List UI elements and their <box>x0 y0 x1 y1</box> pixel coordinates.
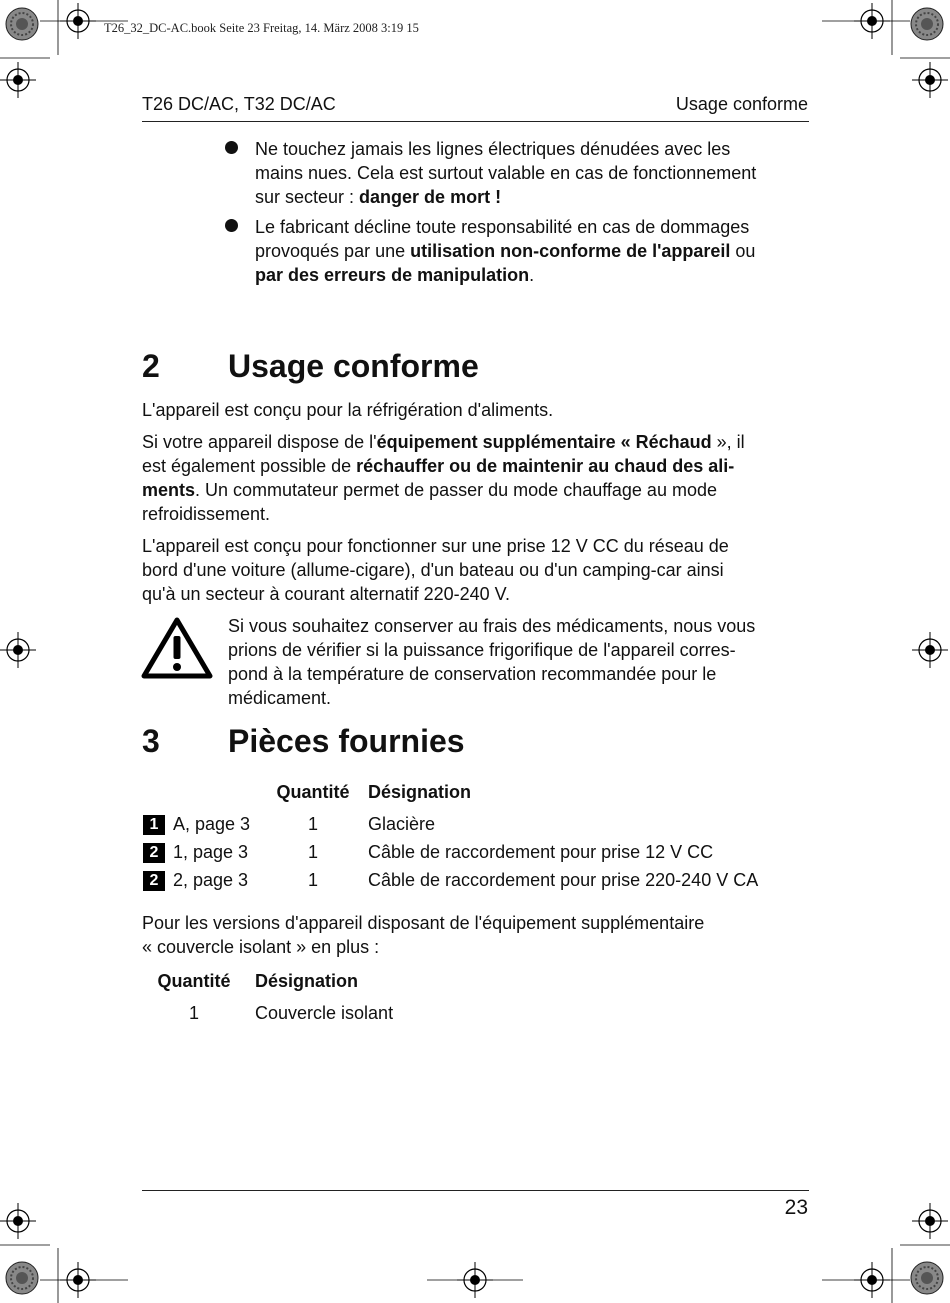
text: mains nues. Cela est surtout valable en cas de fonctionnement <box>255 163 757 183</box>
text: . <box>529 265 535 285</box>
text-line: médicament. <box>228 688 332 708</box>
color-target-icon <box>911 8 943 40</box>
figure-ref: A, page 3 <box>173 814 251 834</box>
header-rule <box>142 121 809 122</box>
text-line: Pour les versions d'appareil disposant de l'équipement supplémentaire <box>142 913 705 933</box>
section-number: 2 <box>142 348 160 384</box>
quantity-cell: 1 <box>307 870 318 890</box>
page-number: 23 <box>784 1196 808 1219</box>
registration-mark-icon <box>912 62 948 98</box>
text: », il <box>711 432 745 452</box>
text-line <box>255 215 811 239</box>
quantity-cell: 1 <box>307 814 318 834</box>
text-line: prions de vérifier si la puissance frigorifique de l'appareil corres- <box>228 640 736 660</box>
footer-rule <box>142 1190 809 1191</box>
designation-cell: Glacière <box>368 814 436 834</box>
quantity-cell: 1 <box>188 1003 199 1023</box>
paragraph <box>142 911 810 959</box>
registration-mark-icon <box>0 62 36 98</box>
bold-text: danger de mort ! <box>359 187 502 207</box>
text-line <box>142 430 810 454</box>
figure-ref-badge: 2 <box>143 871 165 891</box>
text-line: « couvercle isolant » en plus : <box>142 937 380 957</box>
section-title: Pièces fournies <box>228 723 465 759</box>
column-header-designation: Désignation <box>255 971 359 991</box>
color-target-icon <box>6 1262 38 1294</box>
print-info-line: T26_32_DC-AC.book Seite 23 Freitag, 14. März 2008 3:19 15 <box>104 21 419 35</box>
text: . Un commutateur permet de passer du mode chauffage au mode <box>195 480 717 500</box>
text: Si votre appareil dispose de l' <box>142 432 377 452</box>
designation-cell: Couvercle isolant <box>255 1003 394 1023</box>
bold-text: par des erreurs de manipulation <box>255 265 530 285</box>
paragraph: L'appareil est conçu pour la réfrigération d'aliments. <box>142 400 554 420</box>
registration-mark-icon <box>912 632 948 668</box>
warning-triangle-icon <box>140 616 214 680</box>
registration-mark-icon <box>912 1203 948 1239</box>
figure-ref-badge: 2 <box>143 843 165 863</box>
text: provoqués par une <box>255 241 411 261</box>
text-line: bord d'une voiture (allume-cigare), d'un bateau ou d'un camping-car ainsi <box>142 560 724 580</box>
running-header-right: Usage conforme <box>675 94 808 114</box>
column-header-quantity: Quantité <box>276 782 350 802</box>
paragraph <box>142 534 810 606</box>
running-header-left: T26 DC/AC, T32 DC/AC <box>142 94 336 114</box>
text: sur secteur : <box>255 187 360 207</box>
text-line <box>255 161 811 185</box>
bullet-dot <box>225 141 238 154</box>
text: ou <box>730 241 756 261</box>
text-line: pond à la température de conservation recommandée pour le <box>228 664 717 684</box>
text-line <box>142 454 810 478</box>
text-line <box>255 185 811 209</box>
text: est également possible de <box>142 456 357 476</box>
color-target-icon <box>6 8 38 40</box>
warning-note <box>228 614 810 710</box>
column-header-quantity: Quantité <box>157 971 231 991</box>
designation-cell: Câble de raccordement pour prise 220-240 V CA <box>368 870 759 890</box>
paragraph <box>142 430 810 526</box>
text-line <box>255 239 811 263</box>
registration-mark-icon <box>0 1203 36 1239</box>
bullet-dot <box>225 219 238 232</box>
text: Le fabricant décline toute responsabilité en cas de dommages <box>255 217 750 237</box>
text-line <box>142 502 810 526</box>
figure-ref-badge: 1 <box>143 815 165 835</box>
section-number: 3 <box>142 723 160 759</box>
text-line <box>142 478 810 502</box>
text-line: Si vous souhaitez conserver au frais des médicaments, nous vous <box>228 616 756 636</box>
figure-ref: 1, page 3 <box>173 842 249 862</box>
designation-cell: Câble de raccordement pour prise 12 V CC <box>368 842 714 862</box>
text: refroidissement. <box>142 504 271 524</box>
bold-text: utilisation non-conforme de l'appareil <box>410 241 731 261</box>
figure-ref: 2, page 3 <box>173 870 249 890</box>
bold-text: réchauffer ou de maintenir au chaud des ali- <box>356 456 735 476</box>
column-header-designation: Désignation <box>368 782 472 802</box>
text-line <box>255 137 811 161</box>
bold-text: équipement supplémentaire « Réchaud <box>376 432 712 452</box>
bold-text: ments <box>142 480 196 500</box>
text-line: L'appareil est conçu pour fonctionner sur une prise 12 V CC du réseau de <box>142 536 729 556</box>
text-line: qu'à un secteur à courant alternatif 220-240 V. <box>142 584 511 604</box>
bullet-item <box>255 215 811 287</box>
quantity-cell: 1 <box>307 842 318 862</box>
section-title: Usage conforme <box>228 348 479 384</box>
text-line <box>255 263 811 287</box>
color-target-icon <box>911 1262 943 1294</box>
registration-mark-icon <box>0 632 36 668</box>
text: Ne touchez jamais les lignes électriques dénudées avec les <box>255 139 731 159</box>
bullet-item <box>255 137 811 209</box>
